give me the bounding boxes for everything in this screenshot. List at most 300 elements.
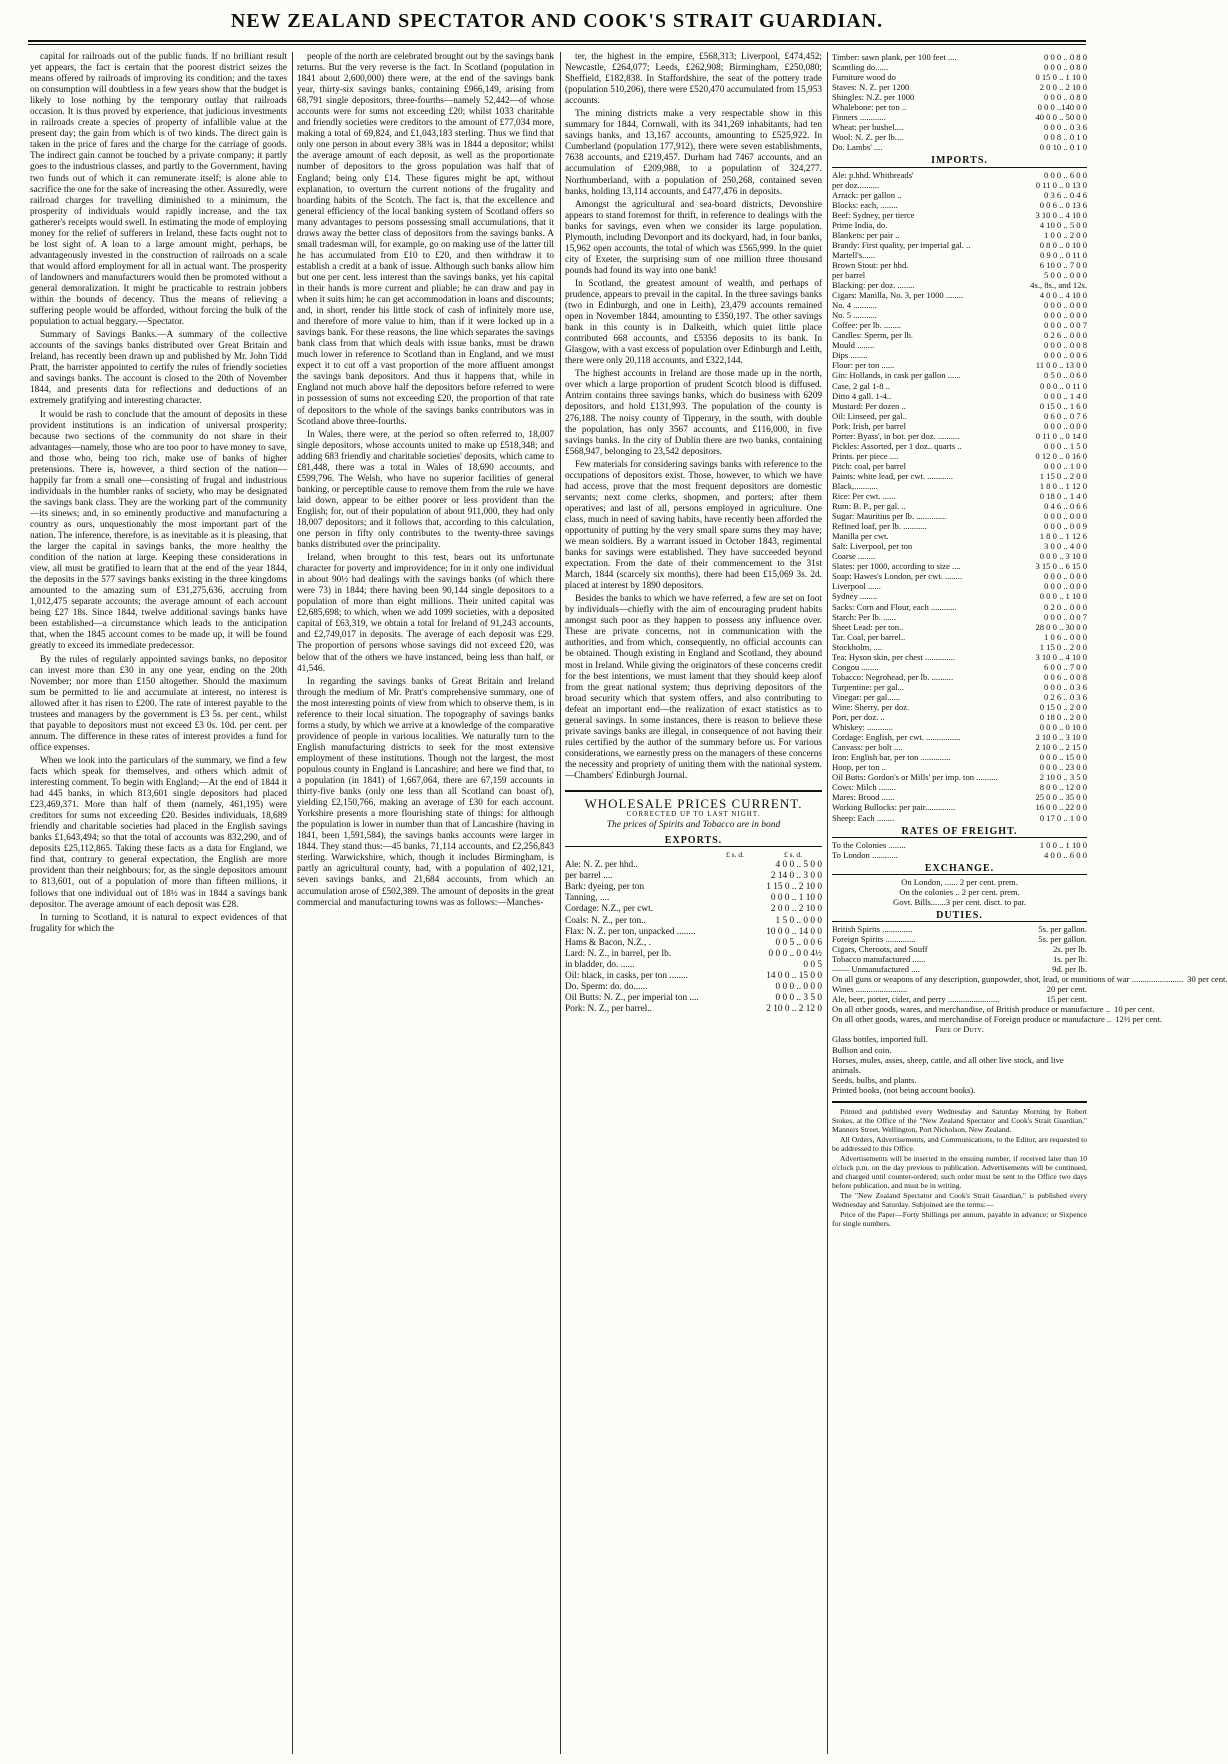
price-row bbox=[565, 904, 822, 915]
price-row bbox=[832, 551, 1087, 561]
price-row-value: 0 0 0 .. 0 0 7 bbox=[1044, 611, 1087, 622]
price-row-value: 0 2 0 .. 0 0 0 bbox=[1044, 601, 1087, 612]
price-row-label: Port, per doz. .. bbox=[832, 712, 885, 723]
price-row-label: Ale: p.hhd. Whitbreads' bbox=[832, 169, 914, 180]
price-row bbox=[832, 300, 1087, 310]
price-row bbox=[565, 927, 822, 938]
price-row bbox=[832, 692, 1087, 702]
column-divider bbox=[827, 52, 828, 1754]
column-divider bbox=[292, 52, 293, 1754]
price-row-value: 0 0 0 .. 1 5 0 bbox=[1044, 440, 1087, 451]
duty-row-value: 9d. per lb. bbox=[1052, 964, 1087, 975]
price-row-label: Case, 2 gal 1-8 .. bbox=[832, 380, 890, 391]
price-row-label: Sydney ........ bbox=[832, 591, 878, 602]
price-row-label: Black,........... bbox=[832, 480, 878, 491]
price-row-value: 8 0 0 .. 12 0 0 bbox=[1039, 782, 1087, 793]
price-row-label: Vinegar: per gal...... bbox=[832, 691, 901, 702]
prices-note: The prices of Spirits and Tobacco are in bond bbox=[606, 820, 781, 831]
price-row bbox=[832, 481, 1087, 491]
price-row-label: Oil Butts: Gordon's or Mills' per imp. ton .......... bbox=[832, 772, 998, 783]
price-row-value: 0 0 0 .. 0 0 4½ bbox=[768, 948, 822, 959]
duty-row-value: 1s. per lb. bbox=[1053, 954, 1087, 965]
price-row-label: Whiskey: ............ bbox=[832, 722, 893, 733]
price-row-label: Tea: Hyson skin, per chest .............. bbox=[832, 651, 956, 662]
price-row bbox=[832, 72, 1087, 82]
free-of-duty-heading: Free of Duty. bbox=[935, 1024, 984, 1035]
free-item: Bullion and coin. bbox=[832, 1044, 892, 1055]
price-row-value: 0 15 0 .. 1 10 0 bbox=[1035, 72, 1087, 83]
price-row bbox=[832, 802, 1087, 812]
price-row-label: Coals: N. Z., per ton.. bbox=[565, 915, 646, 926]
duty-row-label: Tobacco manufactured ...... bbox=[832, 954, 926, 965]
price-row bbox=[832, 682, 1087, 692]
duty-row bbox=[832, 934, 1087, 944]
duty-row bbox=[832, 924, 1087, 934]
price-row-label: Coarse ........ bbox=[832, 551, 876, 562]
price-row-label: Whalebone: per ton .. bbox=[832, 102, 907, 113]
price-row-value: 0 4 6 .. 0 6 6 bbox=[1044, 501, 1087, 512]
price-row bbox=[832, 122, 1087, 132]
price-row-value: 0 9 0 .. 0 11 0 bbox=[1040, 249, 1087, 260]
duty-row-value: 15 per cent. bbox=[1046, 994, 1087, 1005]
price-row-value: 0 0 0 .. 0 0 0 bbox=[1044, 581, 1087, 592]
price-row-value: 4 0 0 .. 4 10 0 bbox=[1039, 290, 1087, 301]
price-row-label: Shingles: N.Z. per 1000 bbox=[832, 92, 915, 103]
price-row-value: 0 15 0 .. 1 6 0 bbox=[1039, 400, 1087, 411]
price-row-label: Sacks: Corn and Flour, each ............ bbox=[832, 601, 957, 612]
price-row bbox=[832, 132, 1087, 142]
price-row bbox=[832, 742, 1087, 752]
duty-row bbox=[832, 944, 1087, 954]
price-row-label: Dips ........ bbox=[832, 350, 868, 361]
imprint-paragraph: The "New Zealand Spectator and Cook's Strait Guardian," is published every Wednesday and Saturday. Subjoined are the terms:— bbox=[832, 1190, 1087, 1209]
price-row-value: 0 18 0 .. 2 0 0 bbox=[1039, 712, 1087, 723]
price-row bbox=[832, 102, 1087, 112]
paragraph: By the rules of regularly appointed savings banks, no depositor can invest more than £30 in any one year, ending on the 20th November; nor more than £150 altogether. Should the maximum sum be permitted to lie and accumulate at interest, no interest is allowed after it has risen to £200. The rate of interest payable to the trustees and managers by the government is £3 5s. per cent., whilst that payable to depositors must not exceed £3 0s. 10d. per cent. per annum. The difference in these rates of interest provides a fund for office expenses. bbox=[30, 654, 287, 753]
price-row-value: 0 11 0 .. 0 13 0 bbox=[1035, 179, 1087, 190]
freight-row-label: To the Colonies ........ bbox=[832, 839, 906, 850]
duties-list bbox=[832, 923, 1228, 1025]
price-row-label: Scantling do...... bbox=[832, 62, 889, 73]
price-row bbox=[832, 471, 1087, 481]
price-row-label: Wine: Sherry, per doz. bbox=[832, 702, 910, 712]
price-row-label: Wool: N. Z. per lb.... bbox=[832, 132, 904, 143]
price-row-label: Blacking: per doz. ........ bbox=[832, 280, 915, 291]
price-row-value: 1 15 0 .. 2 10 0 bbox=[766, 882, 822, 893]
price-row bbox=[832, 813, 1087, 823]
price-row-value: 0 6 0 .. 0 7 6 bbox=[1044, 410, 1087, 421]
price-row bbox=[832, 581, 1087, 591]
paragraph: Few materials for considering savings banks with reference to the occupations of depositors exist. Those, however, to which we have had access, prove that the most frequent depositors are domestic servants; next come clerks, shopmen, and porters; after them operatives; and last of all, persons employed in agriculture. One class, much in need of saving habits, have recently been afforded the opportunity of putting by the very small spare sums they may have; we mean soldiers. By a warrant issued in October 1843, regimental banks for savings were established. They have succeeded beyond expectation. From the date of their commencement to the 31st March, 1844 (scarcely six months), there had been £15,069 3s. 2d. placed at interest by 1890 depositors. bbox=[565, 459, 822, 592]
price-row bbox=[832, 501, 1087, 511]
price-row bbox=[832, 461, 1087, 471]
price-row bbox=[832, 561, 1087, 571]
duty-row-value: 5s. per gallon. bbox=[1038, 933, 1087, 944]
price-row-value: 0 0 0 .. 0 8 0 bbox=[1044, 62, 1087, 73]
price-row bbox=[832, 451, 1087, 461]
price-row-label: Candles: Sperm, per lb. bbox=[832, 330, 913, 341]
imports-list bbox=[832, 170, 1087, 823]
price-row-label: Cigars: Manilla, No. 3, per 1000 ........ bbox=[832, 290, 964, 301]
price-row bbox=[832, 350, 1087, 360]
imprint-paragraph: Advertisements will be inserted in the ensuing number, if received later than 10 o'clock p.m. on the day previous to publication. Advertisements will be continued, and charged until counter-ordered; such order must be sent to the Office two days before publication, and must be in writing. bbox=[832, 1153, 1087, 1190]
price-row-value: 0 0 5 .. 0 0 6 bbox=[775, 937, 822, 948]
price-row-label: Martell's...... bbox=[832, 249, 876, 260]
price-row-value: 1 0 0 .. 2 0 0 bbox=[1044, 229, 1087, 240]
price-row-value: 1 15 0 .. 2 0 0 bbox=[1039, 641, 1087, 652]
price-row-label: per barrel .... bbox=[565, 871, 613, 882]
price-row-value: 25 0 0 .. 35 0 0 bbox=[1035, 792, 1087, 803]
price-row-label: Timber: sawn plank, per 100 feet .... bbox=[832, 52, 957, 62]
price-row-label: Paints: white lead, per cwt. ............ bbox=[832, 470, 954, 481]
price-row bbox=[565, 982, 822, 993]
price-row-label: Congou ........ bbox=[832, 661, 879, 672]
price-row bbox=[832, 180, 1087, 190]
price-row bbox=[832, 391, 1087, 401]
price-row-value: 0 17 0 .. 1 0 0 bbox=[1039, 812, 1087, 823]
duty-row-value: 30 per cent. bbox=[1187, 974, 1228, 985]
paragraph: In regarding the savings banks of Great Britain and Ireland through the medium of Mr. Pratt's comprehensive summary, one of the most interesting points of view from which to observe them, is in reference to their local situation. The topography of savings banks forms a study, by which we arrive at a knowledge of the comparative providence of people in various localities. We naturally turn to the English manufacturing districts to seek for the most extensive employment of these institutions. Though not the largest, the most populous county in England is Lancashire; and here we find that, to a population (in 1841) of 1,667,064, there are 67,159 accounts in thirty-five banks (only one less than all Scotland can boast of), yielding £2,150,766, making an average of £30 for each account. Yorkshire presents a more flourishing state of things: for although the population is lower in number than that of Lancashire (having in 1841, been 1,591,584), the savings banks accounts were larger in 1844. They stand thus:—45 banks, 71,114 accounts, and £2,256,843 sterling. Warwickshire, which, though it includes Birmingham, is partly an agricultural county, had, with a population of 402,121, seven savings banks, and 21,684 accounts, from which an accumulation arose of £502,389. The amount of deposits in the great commercial and manufacturing towns was as follows:—Manches- bbox=[297, 676, 554, 908]
price-row-label: Sugar: Mauritius per lb. .............. bbox=[832, 511, 947, 522]
price-row-label: Wheat: per bushel.... bbox=[832, 122, 904, 133]
freight-row bbox=[832, 850, 1087, 860]
price-row-label: Pork: N. Z., per barrel.. bbox=[565, 1003, 653, 1014]
price-row bbox=[832, 772, 1087, 782]
price-row-label: Furniture wood do bbox=[832, 72, 896, 83]
price-row-value: 0 5 0 .. 0 6 0 bbox=[1044, 370, 1087, 381]
price-row-label: Hoop, per ton .. bbox=[832, 762, 886, 773]
exchange-line: Govt. Bills.......3 per cent. disct. to par. bbox=[893, 896, 1026, 907]
price-row-label: Mares: Brood ...... bbox=[832, 792, 895, 803]
price-row-value: 1 8 0 .. 1 12 6 bbox=[1039, 531, 1087, 542]
duty-row-value: 5s. per gallon. bbox=[1038, 923, 1087, 934]
imprint-paragraph: Price of the Paper—Forty Shillings per annum, payable in advance; or Sixpence for single numbers. bbox=[832, 1209, 1087, 1228]
price-row-value: 0 0 0 .. 0 11 0 bbox=[1040, 380, 1087, 391]
price-row-label: Oil Butts: N. Z., per imperial ton .... bbox=[565, 992, 699, 1003]
price-row bbox=[565, 882, 822, 893]
prices-subtitle: CORRECTED UP TO LAST NIGHT. bbox=[626, 810, 761, 819]
paragraph: people of the north are celebrated brought out by the savings bank returns. But the very reverse is the fact. In Scotland (population in 1841 about 2,600,000) there were, at the end of the savings bank year, thirty-six savings banks, containing £966,149, arising from 68,791 single depositors, three-fourths—namely 52,442—of whose accounts were for sums not exceeding £20; whilst 1033 charitable and friendly societies were creditors to the amount of £77,034 more, making a total of 69,824, and £1,043,183 sterling. Thus we find that only one person in about every 38¾ was in 1844 a depositor; whilst the average amount of each deposit, as well as the proportionate number of depositors to the gross population was half that of England; being only £14. These figures might be apt, without explanation, to overturn the current notions of the frugality and hoarding habits of the Scotch. The fact is, that the excellence and general efficiency of the local banking system of Scotland offers so many advantages to persons possessing small accumulations, that it draws away the better class of depositors from the savings banks. A small tradesman will, for example, go on making use of the latter till he has accumulated from £10 to £20, and then withdraw it to establish a credit at a bank of issue. Although such banks allow him but one per cent. less interest than the savings banks, yet his capital in their hands is more current and pliable; he can draw and pay in when it suits him; he can get accommodation in loans and discounts; and, in short, render his little stock of cash of infinitely more use, and therefore of more value to him, than if it were locked up in a savings bank. For these reasons, the line which separates the savings bank class from that which deals with issue banks, must be drawn much lower in reference to Scotland than in England, and we must expect it to cut off a vast proportion of the more affluent amongst the savings bank depositors. And thus it happens that, while in England not much above half the depositors before referred to were in possession of sums not exceeding £20, the proportion of that rate of depositors to the whole of the savings banks contributors was in Scotland above three-fourths. bbox=[297, 52, 554, 427]
price-row bbox=[832, 381, 1087, 391]
price-row-value: 1 5 0 .. 0 0 0 bbox=[775, 915, 822, 926]
free-item: Printed books, (not being account books). bbox=[832, 1084, 976, 1095]
price-row-value: 3 0 0 .. 4 0 0 bbox=[1044, 541, 1087, 552]
price-row bbox=[832, 541, 1087, 551]
price-row bbox=[565, 1004, 822, 1015]
price-row bbox=[832, 290, 1087, 300]
price-row-value: 3 15 0 .. 6 15 0 bbox=[1035, 561, 1087, 572]
price-row-label: Working Bullocks: per pair.............. bbox=[832, 802, 956, 813]
price-row-label: Brandy: First quality, per imperial gal. .. bbox=[832, 239, 971, 250]
price-row-value: 0 3 6 .. 0 4 6 bbox=[1044, 189, 1087, 200]
price-row bbox=[832, 360, 1087, 370]
price-row bbox=[832, 712, 1087, 722]
price-row bbox=[832, 431, 1087, 441]
price-row-label: No. 4 ........... bbox=[832, 300, 877, 311]
price-row-label: Beef: Sydney, per tierce bbox=[832, 209, 915, 220]
price-row-value: 0 0 0 .. 1 10 0 bbox=[1039, 591, 1087, 602]
price-column-header: £ s. d. bbox=[726, 850, 744, 860]
price-row-label: Rum: B. P., per gal. .. bbox=[832, 501, 906, 512]
price-row-value: 10 0 0 .. 14 0 0 bbox=[766, 926, 822, 937]
column-2 bbox=[297, 52, 554, 1752]
exports-list bbox=[565, 860, 822, 1015]
price-row-label: Prime India, do. bbox=[832, 219, 888, 230]
price-row-value: 2 10 0 .. 2 12 0 bbox=[766, 1003, 822, 1014]
price-row-value: 0 0 0 .. 0 0 6 bbox=[1044, 350, 1087, 361]
price-row-label: Sheet Lead: per ton.. bbox=[832, 621, 904, 632]
price-row bbox=[832, 441, 1087, 451]
price-row bbox=[832, 672, 1087, 682]
price-row bbox=[832, 230, 1087, 240]
price-row bbox=[832, 511, 1087, 521]
price-row-value: 0 0 0 .. 0 0 0 bbox=[1044, 571, 1087, 582]
price-row-value: 0 0 0 .. 0 3 6 bbox=[1044, 681, 1087, 692]
free-item: Horses, mules, asses, sheep, cattle, and all other live stock, and live animals. bbox=[832, 1054, 1064, 1075]
price-row-value: 0 0 0 .. 1 10 0 bbox=[770, 893, 822, 904]
duty-row-label: Foreign Spirits .............. bbox=[832, 933, 916, 944]
price-row-value: 0 0 0 .. 0 8 0 bbox=[1044, 92, 1087, 103]
price-row bbox=[832, 722, 1087, 732]
price-row bbox=[832, 220, 1087, 230]
price-row bbox=[832, 190, 1087, 200]
price-row-value: 0 0 0 .. 3 5 0 bbox=[775, 992, 822, 1003]
price-row-value: 0 2 6 .. 0 3 6 bbox=[1044, 691, 1087, 702]
masthead-rule-thin bbox=[28, 44, 1086, 45]
price-row bbox=[832, 521, 1087, 531]
duty-row-value: 20 per cent. bbox=[1046, 984, 1087, 995]
price-row-label: No. 5 ........... bbox=[832, 310, 877, 321]
duty-row-label: On all guns or weapons of any description, gunpowder, shot, lead, or munitions of war ........................ bbox=[832, 974, 1184, 985]
price-row-value: 28 0 0 .. 30 0 0 bbox=[1035, 621, 1087, 632]
duties-heading: DUTIES. bbox=[832, 911, 1087, 922]
price-row bbox=[832, 270, 1087, 280]
paragraph: It would be rash to conclude that the amount of deposits in these provident institutions is an indication of universal prosperity; because two sections of the community do not share in their advantages—namely, those who are too poor to have money to save, and those who, being too rich, make use of banks of higher pretensions. There is, however, a third section of the nation—happily far from a small one—consisting of frugal and industrious individuals in the humbler ranks of society, who may be designated the savings bank class. They are the working part of the community—its sinews; and, in so eminently productive and manufacturing a country as ours, unquestionably the most important part of the nation. The inference, therefore, is as inevitable as it is pleasing, that the larger the capital in savings banks, the more healthy the condition of the nation at large. Keeping these considerations in view, all must be gratified to learn that at the end of the year 1844, the deposits in the 577 savings banks existing in the three kingdoms amounted to the amazing sum of £31,275,636, accruing from 1,012,475 separate accounts; the average amount of each account being £27 18s. Since 1844, twelve additional savings banks have been established—a circumstance which leads to the anticipation that, when the 1845 account comes to be made up, it will be found greatly to exceed its immediate predecessor. bbox=[30, 409, 287, 652]
price-row-label: Lard: N. Z., in barrel, per lb. bbox=[565, 948, 672, 959]
price-row-label: Porter: Byass', in bot. per doz. .......... bbox=[832, 430, 960, 441]
price-row-value: 4 0 0 .. 5 0 0 bbox=[775, 860, 822, 871]
price-row-value: 2 10 0 .. 2 15 0 bbox=[1035, 742, 1087, 753]
price-row-value: 0 0 0 .. 0 0 0 bbox=[1044, 511, 1087, 522]
column-4 bbox=[832, 52, 1228, 1752]
price-row-value: 0 0 10 .. 0 1 0 bbox=[1039, 142, 1087, 153]
freight-heading: RATES OF FREIGHT. bbox=[832, 827, 1087, 838]
duty-row bbox=[832, 974, 1228, 985]
paragraph: Amongst the agricultural and sea-board districts, Devonshire appears to stand foremost for thrift, in reference to dealings with the banks for savings, even when we consider its large population. Plymouth, including Devonport and its dockyard, had, in four banks, 15,962 open accounts, the total of which was £565,999. In the quiet city of Exeter, the surprising sum of one million three thousand pounds had found its way into one bank! bbox=[565, 199, 822, 276]
price-row-label: per doz.......... bbox=[832, 179, 880, 190]
price-row-value: 0 0 0 .. 0 0 8 bbox=[1044, 340, 1087, 351]
price-row-value: 11 0 0 .. 13 0 0 bbox=[1035, 360, 1087, 371]
duty-row bbox=[832, 1004, 1155, 1015]
price-row bbox=[832, 330, 1087, 340]
price-row bbox=[832, 411, 1087, 421]
price-row-label: Turpentine: per gal... bbox=[832, 681, 905, 692]
exchange-line: On the colonies .. 2 per cent. prem. bbox=[899, 886, 1020, 897]
price-row-label: Salt: Liverpool, per ton bbox=[832, 541, 913, 552]
paragraph: The mining districts make a very respectable show in this summary for 1844, Cornwall, with its 341,269 inhabitants, had ten savings banks, and 13,167 accounts, amounting to £525,922. In Cumberland (population 177,912), there were seven establishments, 7638 accounts, and £219,457. Durham had 7467 accounts, and an accumulation of £209,988, to a population of 324,277. Northumberland, with a population of 250,268, contained seven banks, holding 13,114 accounts, and £477,476 in deposits. bbox=[565, 109, 822, 197]
price-row-value: 0 0 6 .. 0 0 8 bbox=[1044, 671, 1087, 682]
price-row bbox=[832, 92, 1087, 102]
free-item: Glass bottles, imported full. bbox=[832, 1034, 928, 1045]
prices-current-section bbox=[565, 790, 822, 1015]
price-row-value: 0 0 0 .. 0 10 0 bbox=[1039, 722, 1087, 733]
export-prices-continued bbox=[832, 52, 1087, 152]
exports-heading: EXPORTS. bbox=[565, 835, 822, 847]
price-row bbox=[832, 82, 1087, 92]
price-row-value: 3 10 0 .. 4 10 0 bbox=[1035, 651, 1087, 662]
duty-row-label: On all other goods, wares, and merchandise, of British produce or manufacture .. bbox=[832, 1004, 1111, 1015]
price-row-label: Tobacco: Negrohead, per lb. .......... bbox=[832, 671, 954, 682]
duty-row-value: 10 per cent. bbox=[1114, 1004, 1155, 1015]
price-row-value: 4 10 0 .. 5 0 0 bbox=[1039, 219, 1087, 230]
imprint-paragraph: All Orders, Advertisements, and Communications, to the Editor, are requested to be addressed to this Office. bbox=[832, 1134, 1087, 1153]
price-row-label: Oil: black, in casks, per ton ........ bbox=[565, 970, 688, 981]
price-row-value: 0 0 0 .. 0 8 0 bbox=[1044, 52, 1087, 62]
paragraph: capital for railroads out of the public funds. If no brilliant result yet appears, the fact is certain that the poorest district seizes the means offered by railroads of improving its condition; and the taxes on consumption will doubtless in a few years show that the budget is likely to lose nothing by the temporary outlay that railroads occasion. It is thus proved by experience, that judicious investments in railroads create a species of property of infallible value at the present day; the gain from which is of two kinds. The direct gain is taken in the price of fares and the charge for the carriage of goods. The indirect gain cannot be touched by a private company; it partly goes to the industrious classes, and partly to the Government, having two funds out of which it can remunerate itself; is alone able to sacrifice the one for the sake of increasing the other. Assuredly, were railroad charges for travelling diminished to a minimum, the prosperity of individuals would rapidly increase, and the tax gatherer's receipts would swell. In estimating the mode of employing money for the relief of sufferers in Ireland, these facts ought not to be lost sight of. A loan to a large amount might, perhaps, be advantageously invested in the construction of railroads on a scale that would afford employment for all in actual want. The prosperity of landowners and manufacturers would then be promoted without a general demoralization. It might be practicable to restrain jobbers within the bounds of decency. Thus the means of relieving a suffering people would be afforded, without forcing the bulk of the population to actual beggary.—Spectator. bbox=[30, 52, 287, 328]
price-row-label: Cows: Milch ........ bbox=[832, 782, 896, 793]
price-row-label: Hams & Bacon, N.Z., . bbox=[565, 937, 651, 948]
price-row bbox=[565, 871, 822, 882]
price-row-label: Sheep: Each ........ bbox=[832, 812, 895, 823]
price-row bbox=[565, 893, 822, 904]
price-row-label: Blankets: per pair .. bbox=[832, 229, 900, 240]
duty-row bbox=[832, 964, 1087, 974]
price-row-label: Stockholm, .... bbox=[832, 641, 883, 652]
price-row bbox=[565, 993, 822, 1004]
paragraph: In Wales, there were, at the period so often referred to, 18,007 single depositors, whose accounts united to make up £518,348; and adding 683 friendly and charitable societies' deposits, which came to £81,448, there was a total in Wales of 18,690 accounts, and £599,796. The Welsh, who have no superior facilities of general banking, or perceptible cause to remove them from the rule we have laid down, appear to be either poorer or less provident than the English; for, out of their population of about 911,000, they had only 18,007 depositors; and it follows that, according to this calculation, one person in fifty only contributes to the twenty-three savings banks distributed over the principality. bbox=[297, 429, 554, 551]
duty-row-value: 12½ per cent. bbox=[1115, 1014, 1162, 1025]
duty-row bbox=[832, 954, 1087, 964]
price-row bbox=[832, 591, 1087, 601]
price-row bbox=[832, 240, 1087, 250]
price-row bbox=[832, 421, 1087, 431]
price-row-label: Flour: per ton ...... bbox=[832, 360, 895, 371]
duty-row-label: —— Unmanufactured .... bbox=[832, 964, 920, 975]
price-row bbox=[565, 949, 822, 960]
price-row bbox=[565, 938, 822, 949]
freight-row-value: 1 0 0 .. 1 10 0 bbox=[1039, 839, 1087, 850]
price-row bbox=[832, 622, 1087, 632]
price-row-label: Pork: Irish, per barrel bbox=[832, 420, 906, 431]
price-row-value: 0 0 0 .. 0 0 0 bbox=[1044, 300, 1087, 311]
exchange-heading: EXCHANGE. bbox=[832, 864, 1087, 875]
duty-row-label: Wines ........................ bbox=[832, 984, 908, 995]
price-row-value: 0 15 0 .. 2 0 0 bbox=[1039, 702, 1087, 712]
price-row-value: 0 12 0 .. 0 16 0 bbox=[1035, 450, 1087, 461]
freight-row-label: To London ............ bbox=[832, 849, 898, 860]
price-row bbox=[565, 960, 822, 971]
price-row-value: 6 10 0 .. 7 0 0 bbox=[1039, 259, 1087, 270]
paragraph: The highest accounts in Ireland are those made up in the north, over which a large proportion of prudent Scotch blood is diffused. Antrim contains three savings banks, which do business with 6209 depositors, and hold £131,993. The population of the county is 276,188. The noisy county of Tipperary, in the south, with double the population, has only 3567 accounts, and £116,000, in five savings banks. In the city of Dublin there are two banks, containing £568,947, belonging to 23,542 depositors. bbox=[565, 369, 822, 457]
column-divider bbox=[560, 52, 561, 1754]
price-row bbox=[832, 170, 1087, 180]
duty-row-value: 2s. per lb. bbox=[1053, 944, 1087, 955]
price-row bbox=[832, 782, 1087, 792]
price-row-value: 40 0 0 .. 50 0 0 bbox=[1035, 112, 1087, 123]
price-row-label: Finners ............ bbox=[832, 112, 886, 123]
duty-row-label: Ale, beer, porter, cider, and perry ........................ bbox=[832, 994, 1000, 1005]
duty-row-label: On all other goods, wares, and merchandise of Foreign produce or manufacture .. bbox=[832, 1014, 1112, 1025]
price-row-value: 0 0 6 .. 0 13 6 bbox=[1039, 199, 1087, 210]
price-column-header: £ s. d. bbox=[784, 850, 802, 860]
price-row-label: Liverpool ...... bbox=[832, 581, 881, 592]
price-row bbox=[832, 642, 1087, 652]
price-row-value: 0 0 0 .. 0 0 0 bbox=[1044, 310, 1087, 321]
price-row-value: 0 11 0 .. 0 14 0 bbox=[1035, 430, 1087, 441]
imports-heading: IMPORTS. bbox=[832, 156, 1087, 167]
price-row bbox=[832, 260, 1087, 270]
price-row-value: 3 10 0 .. 4 10 0 bbox=[1035, 209, 1087, 220]
price-row bbox=[832, 531, 1087, 541]
duty-row-label: British Spirits .............. bbox=[832, 923, 913, 934]
freight-list bbox=[832, 840, 1087, 860]
price-row-value: 1 15 0 .. 2 0 0 bbox=[1039, 470, 1087, 481]
paragraph: ter, the highest in the empire, £568,313; Liverpool, £474,452; Newcastle, £264,077; Leeds, £262,908; Birmingham, £250,080; Sheffield, £182,838. In Staffordshire, the seat of the pottery trade (population 510,206), there were £520,470 accumulated from 15,953 accounts. bbox=[565, 52, 822, 107]
price-row-label: Prints. per piece .... bbox=[832, 450, 899, 461]
price-row-label: Gin: Hollands, in cask per gallon ...... bbox=[832, 370, 961, 381]
price-row-value: 1 8 0 .. 1 12 0 bbox=[1039, 480, 1087, 491]
price-row-label: Tar. Coal, per barrel.. bbox=[832, 631, 906, 642]
price-row bbox=[832, 732, 1087, 742]
price-row-value: 0 8 0 .. 0 10 0 bbox=[1039, 239, 1087, 250]
price-row-value: 2 14 0 .. 3 0 0 bbox=[770, 871, 822, 882]
column-3 bbox=[565, 52, 822, 1752]
imprint bbox=[832, 1101, 1087, 1228]
price-row-label: Cordage: English, per cwt. ................ bbox=[832, 732, 961, 743]
duty-row bbox=[832, 1014, 1162, 1025]
price-row-label: Flax: N. Z. per ton, unpacked ........ bbox=[565, 926, 696, 937]
price-row-value: 14 0 0 .. 15 0 0 bbox=[766, 970, 822, 981]
price-row-value: 0 0 0 .. 0 0 7 bbox=[1044, 320, 1087, 331]
price-row bbox=[832, 340, 1087, 350]
price-row bbox=[832, 752, 1087, 762]
price-row-value: 2 10 0 .. 3 5 0 bbox=[1039, 772, 1087, 783]
price-row-value: 2 10 0 .. 3 10 0 bbox=[1035, 732, 1087, 743]
free-item: Seeds, bulbs, and plants. bbox=[832, 1074, 917, 1085]
price-row bbox=[832, 612, 1087, 622]
price-row bbox=[832, 250, 1087, 260]
price-row bbox=[832, 401, 1087, 411]
price-row-value: 2 0 0 .. 2 10 0 bbox=[1039, 82, 1087, 93]
price-row bbox=[832, 210, 1087, 220]
price-row bbox=[832, 792, 1087, 802]
freight-row bbox=[832, 840, 1087, 850]
price-row-label: Staves: N. Z. per 1200 bbox=[832, 82, 910, 93]
price-row-value: 6 0 0 .. 7 0 0 bbox=[1044, 661, 1087, 672]
price-column-headers bbox=[565, 849, 822, 860]
paragraph: Besides the banks to which we have referred, a few are set on foot by individuals—chiefly with the aim of encouraging prudent habits amongst such poor as they happen to possess any influence over. These are private concerns, not in communication with the authorities, and from which, consequently, no official accounts can be obtained. Though existing in England and Scotland, they abound most in Ireland. While giving the originators of these concerns credit for the best intentions, we must lament that they should keep aloof from the great national system; thus depriving depositors of the broad security which that system offers, and also contributing to defeat an important end—the realization of exact statistics as to general savings. In some instances, there is reason to believe these private savings banks are illegal, in consequence of not having their rules certified by the author of the summary before us. For various considerations, we earnestly press on the managers of these concerns the necessity and propriety of uniting them with the national system.—Chambers' Edinburgh Journal. bbox=[565, 594, 822, 781]
price-row-value: 0 0 0 .. 15 0 0 bbox=[1039, 752, 1087, 763]
price-row-value: 0 0 0 .. 0 3 6 bbox=[1044, 122, 1087, 133]
price-row-label: Tanning, .... bbox=[565, 893, 610, 904]
price-row-label: Do. Lambs' .... bbox=[832, 142, 883, 153]
price-row bbox=[832, 370, 1087, 380]
price-row-label: Cordage: N.Z., per cwt. bbox=[565, 904, 654, 915]
price-row-value: 4s., 8s., and 12s. bbox=[1030, 280, 1087, 291]
price-row-label: Ditto 4 gall. 1-4.. bbox=[832, 390, 892, 401]
price-row bbox=[832, 62, 1087, 72]
price-row-label: in bladder, do. ...... bbox=[565, 959, 635, 970]
price-row bbox=[832, 491, 1087, 501]
price-row bbox=[832, 602, 1087, 612]
price-row-label: Manilla per cwt. bbox=[832, 531, 889, 542]
masthead-rule bbox=[28, 40, 1086, 42]
price-row-label: Mould ........ bbox=[832, 340, 875, 351]
price-row-value: 0 2 6 .. 0 0 0 bbox=[1044, 330, 1087, 341]
price-row-label: Do. Sperm: do. do...... bbox=[565, 981, 648, 992]
price-row bbox=[565, 860, 822, 871]
price-row-label: Rice: Per cwt. ...... bbox=[832, 491, 896, 502]
